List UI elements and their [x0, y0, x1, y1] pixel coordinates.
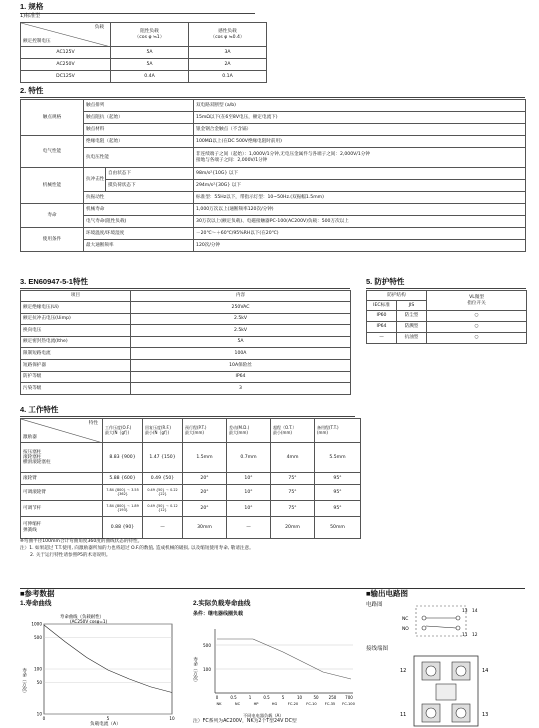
chart2-condition: 条件：继电器线圈负载 — [193, 611, 244, 617]
table-row: 使用条件 环境温度/环境湿度 －20℃～＋60℃/95%RH以下(在20℃) — [21, 228, 526, 240]
chart2-xtick: 0.5 — [263, 695, 270, 700]
section1-title: 1. 规格 — [20, 2, 44, 11]
characteristics-table — [20, 99, 526, 252]
chart1-xtick: 10 — [169, 716, 175, 721]
table-row: 可调滚轮臂 7.84 {800} ～ 3.55 {362} 0.49 {50} ～ 0.22 {22} 20° 10° 75° 95° — [21, 485, 361, 501]
pin-label: 14 — [472, 609, 478, 614]
table-row: 短路保护器 10A保险丝 — [21, 359, 351, 371]
pin-label: 12 — [472, 633, 478, 638]
table-row: 电气性能 绝缘电阻（起始） 100MΩ以上(在DC 500V绝缘电阻时前用) — [21, 136, 526, 148]
table-row: AC250V 5A 2A — [21, 59, 267, 71]
table-row: AC125V 5A 3A — [21, 47, 267, 59]
section5-title: 5. 防护特性 — [366, 277, 405, 286]
chart1-title: 寿命曲线（负载耐性） — [60, 615, 104, 620]
chart1-ytick: 10 — [36, 711, 42, 717]
chart1-ytick: 1000 — [31, 621, 42, 627]
en60947-table: 项目 内容 额定绝缘电压(Ui) 250VAC 额定抗冲击电压(Uimp) 2.5kV 换向电压 2.5kV 额定密封热电流(Ithe) 5A 限制短路电流 100A 短路保护器 10A保险丝 防护等级 IP64 污染等级 3 — [20, 290, 351, 395]
chart2-xsub: FC-20 — [287, 702, 299, 706]
chart2-ytick: 500 — [203, 643, 211, 648]
table-row: 摸负荷状态下 294m/s²{30G} 以下 — [21, 180, 526, 192]
spec-col1: 阻性负载 — [140, 29, 159, 35]
no-label: NO — [402, 627, 409, 632]
chart1-ytick: 500 — [34, 635, 42, 641]
table-row: 抗振动性 标准型：55Hz以下，带指示灯型：10~50Hz.(双振幅1.5mm) — [21, 192, 526, 204]
table-row: IP60 防尘型 ○ — [367, 311, 527, 322]
table-row: IP64 防溅型 ○ — [367, 322, 527, 333]
chart2-xsub: NK — [216, 702, 222, 706]
chart1-label: 1.寿命曲线 — [20, 600, 52, 607]
table-row: 按压塞柱 滚轮塞柱 横滑滚轮塞柱 8.83 {900} 1.47 {150} 1.5mm 0.7mm 4mm 5.5mm — [21, 443, 361, 473]
chart2-xtick: 10 — [296, 695, 303, 700]
table-row: 机械性能 抗冲击性 自由状态下 98m/s²{10G} 以下 — [21, 168, 526, 180]
chart1-ylabel: 寿命（万次） — [21, 668, 27, 696]
table-row: 抗电压性能 非连续端子之间（起始）：1,000V/1分钟,无电压金属件与各端子之间：2,000V/1分钟 接地与各端子之间：2,000V/1分钟 — [21, 148, 526, 168]
section3-title: 3. EN60947-5-1特性 — [20, 277, 88, 286]
table-row: 换向电压 2.5kV — [21, 325, 351, 337]
table-row: 额定密封热电流(Ithe) 5A — [21, 336, 351, 348]
pin-label: 14 — [482, 668, 489, 674]
chart2-xsub: FC-100 — [342, 702, 355, 706]
pin-label: 11 — [462, 633, 468, 638]
spec-table: 负载 额定控制电压 阻性负载 （cos φ ≒1） 感性负载 （cos φ ≒0.4） AC125V 5A 3A AC250V 5A 2A DC125V 0.4A 0.1A — [20, 22, 267, 83]
chart2-ylabel: 寿命（万次） — [193, 657, 198, 685]
chart2-xtick: 1 — [248, 695, 252, 700]
chart2-label: 2.实际负载寿命曲线 — [193, 600, 251, 607]
chart1-xtick: 5 — [106, 716, 110, 721]
chart1-ytick: 50 — [36, 680, 42, 686]
pin-label: 12 — [400, 668, 407, 674]
table-row: 额定抗冲击电压(Uimp) 2.5kV — [21, 313, 351, 325]
chart1-life-curve — [20, 608, 185, 726]
terminal-diagram — [396, 652, 496, 728]
chart2-xtick: 0 — [215, 695, 219, 700]
table-row: 额定绝缘电压(Ui) 250VAC — [21, 302, 351, 314]
note-3: 2. 关于运行特性请参照P5的术语说明。 — [30, 553, 111, 558]
operating-table: 特性 激励器 工作压度(O.F.) 最大(N｛gf｝) 回复压度(R.F.) 最小(N｛gf｝) 预行程(P.T.) 最大(mm) 差动(M.D.) 最大(mm) 超程（O.T.） 最小(mm) 备用程(T.T.) (mm) 按压塞柱 滚轮塞柱 横滑滚轮塞柱 8.83 {900} 1.47 {150} 1.5mm 0.7mm 4mm 5.5mm 滚轮臂 5.88 {600} 0.49 {50} 20° 10° 75° 95° 可调滚轮臂 7.84 {800} ～ 3.55 {362} 0.49 {50} ～ 0.22 {22} 20° 10° 75° 95° 可调节杆 7.84 {800} ～ 1.89 {193} 0.49 {50} ～ 0.12 {12} 20° 10° 75° 95° 可伸缩杆 弹簧线 0.88 {90} — 30mm — 20mm 50mm — [20, 418, 361, 539]
nc-label: NC — [402, 617, 409, 622]
table-row: — 抗油型 ○ — [367, 333, 527, 344]
table-row: DC125V 0.4A 0.1A — [21, 71, 267, 83]
chart2-note: 注）FC系列为AC200V，NK为2个T型24V DC型 — [193, 719, 297, 724]
chart2-xtick: 700 — [345, 695, 353, 700]
table-row: 触点阻抗（起始） 15mΩ以下(在6至8V电压，额定电流下) — [21, 112, 526, 124]
table-row: 触点规格 触点排列 双电路双断型 (a/b) — [21, 100, 526, 112]
chart2-actual-load — [193, 617, 358, 727]
chart1-subtitle: (AC250V cosφ=1) — [70, 619, 108, 624]
chart1-xtick: 0 — [42, 716, 46, 721]
chart2-xsub: FC-35 — [324, 702, 336, 706]
table-row: 防护等级 IP64 — [21, 371, 351, 383]
wiring-label: 接线端图 — [366, 646, 389, 652]
table-row: 最大通断频率 120次/分钟 — [21, 240, 526, 252]
table-row: 污染等级 3 — [21, 383, 351, 395]
circuit-diagram — [396, 602, 486, 642]
table-row: 寿命 机械寿命 1,000万次以上(通断频率120次/分钟) — [21, 204, 526, 216]
output-title: ■输出电路图 — [366, 589, 409, 598]
chart1-ytick: 100 — [34, 666, 42, 672]
spec-corner: 负载 额定控制电压 — [21, 23, 111, 47]
chart2-ytick: 100 — [203, 667, 211, 672]
section4-title: 4. 工作特性 — [20, 405, 59, 414]
pin-label: 13 — [462, 609, 468, 614]
table-row: 限制短路电流 100A — [21, 348, 351, 360]
chart2-xtick: 0.5 — [230, 695, 237, 700]
chart2-xsub: FC-10 — [306, 702, 317, 706]
table-row: 滚轮臂 5.88 {600} 0.49 {50} 20° 10° 75° 95° — [21, 473, 361, 485]
chart1-xlabel: 负载电流（A） — [90, 722, 121, 726]
chart2-xsub: NC — [234, 702, 241, 706]
table-row: 触点材料 银金钢合金触点（不含镉） — [21, 124, 526, 136]
chart2-xnote: 不同电电器负载（A） — [243, 713, 284, 718]
table-row: 可调节杆 7.84 {800} ～ 1.89 {193} 0.49 {50} ～ 0.12 {12} 20° 10° 75° 95° — [21, 501, 361, 517]
chart2-xtick: 50 — [313, 695, 319, 700]
note-2: 注）1. 如果超过 T.T.使用, 向激励器所加的力也将超过 O.F.的数值, 造成机械的破损, 以及缩短使用寿命, 敬请注意。 — [20, 546, 254, 551]
note-1: ※弯曲半径100mm合计弯曲角度360度的曲线状态的特性。 — [20, 539, 143, 544]
section2-title: 2. 特性 — [20, 86, 44, 95]
chart2-xsub: HG — [271, 702, 278, 706]
circuit-label: 电路图 — [366, 602, 383, 608]
ref-title: ■参考数据 — [20, 589, 55, 598]
chart2-xtick: 250 — [328, 695, 337, 700]
pin-label: 11 — [400, 712, 407, 718]
table-row: 可伸缩杆 弹簧线 0.88 {90} — 30mm — 20mm 50mm — [21, 517, 361, 539]
chart2-xsub: HP — [253, 702, 259, 706]
protection-table: 防护结构 VL微型 指位开关 IEC标准 JIS IP60 防尘型 ○ IP64 防溅型 ○ — 抗油型 ○ — [366, 290, 527, 344]
pin-label: 13 — [482, 712, 489, 718]
spec-col2: 感性负载 — [218, 29, 237, 35]
chart2-xtick: 5 — [281, 695, 285, 700]
section1-subtitle: 1)标准型 — [20, 13, 41, 19]
table-row: 电气寿命(阻性负载) 30万次以上(额定负载)、电磁接触器PC-100(AC200V)负载：500万次以上 — [21, 216, 526, 228]
